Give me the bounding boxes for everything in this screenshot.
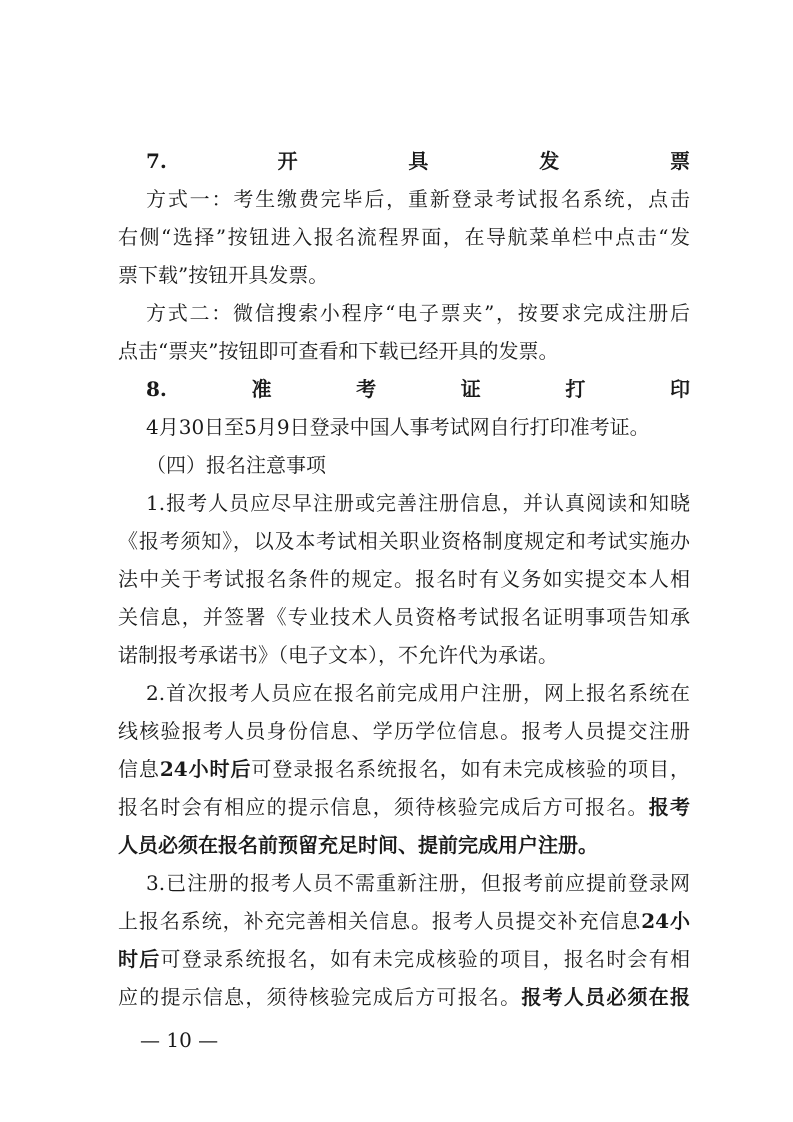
bold-text: 时后 [118, 947, 161, 971]
text-run: 方式一：考生缴费完毕后，重新登录考试报名系统，点击 [146, 187, 690, 211]
text-run: 法中关于考试报名条件的规定。报名时有义务如实提交本人相 [118, 567, 690, 591]
text-line [118, 408, 690, 446]
text-run: （四）报名注意事项 [146, 453, 326, 477]
text-line [118, 788, 690, 826]
text-line [118, 218, 690, 256]
section-heading [118, 370, 690, 408]
bold-text: 人员必须在报名前预留充足时间、提前完成用户注册。 [118, 833, 598, 857]
section-heading [118, 142, 690, 180]
text-run: 上报名系统，补充完善相关信息。报考人员提交补充信息 [118, 909, 642, 933]
text-run: 诺制报考承诺书》（电子文本），不允许代为承诺。 [118, 643, 558, 667]
text-run: 关信息，并签署《专业技术人员资格考试报名证明事项告知承 [118, 605, 690, 629]
text-line [118, 826, 690, 864]
text-line [118, 332, 690, 370]
text-line [118, 560, 690, 598]
text-line [118, 940, 690, 978]
text-run: 应的提示信息，须待核验完成后方可报名。 [118, 985, 522, 1009]
text-run: 4月30日至5月9日登录中国人事考试网自行打印准考证。 [146, 415, 650, 439]
text-line [118, 674, 690, 712]
text-run: 《报考须知》，以及本考试相关职业资格制度规定和考试实施办 [118, 529, 690, 553]
bold-text: 报考 [648, 795, 690, 819]
text-line [118, 180, 690, 218]
text-line [118, 864, 690, 902]
text-run: 3.已注册的报考人员不需重新注册，但报考前应提前登录网 [146, 871, 690, 895]
text-line [118, 294, 690, 332]
text-line [118, 902, 690, 940]
text-run: 点击“票夹”按钮即可查看和下载已经开具的发票。 [118, 339, 559, 363]
text-line [118, 446, 690, 484]
text-line [118, 750, 690, 788]
text-run: 票下载”按钮开具发票。 [118, 263, 329, 287]
text-line [118, 978, 690, 1016]
bold-text: 7.开具发票 [146, 149, 690, 173]
text-line [118, 484, 690, 522]
page-number: — 10 — [140, 1028, 219, 1052]
text-line [118, 712, 690, 750]
document-body [118, 142, 690, 1016]
text-run: 方式二：微信搜索小程序“电子票夹”，按要求完成注册后 [146, 301, 690, 325]
text-line [118, 256, 690, 294]
text-run: 右侧“选择”按钮进入报名流程界面，在导航菜单栏中点击“发 [118, 225, 690, 249]
bold-text: 24小时后 [159, 757, 252, 781]
text-run: 线核验报考人员身份信息、学历学位信息。报考人员提交注册 [118, 719, 690, 743]
bold-text: 报考人员必须在报 [521, 985, 690, 1009]
bold-text: 8.准考证打印 [146, 377, 690, 401]
text-line [118, 636, 690, 674]
text-run: 信息 [118, 757, 160, 781]
text-run: 可登录系统报名，如有未完成核验的项目，报名时会有相 [160, 947, 690, 971]
text-run: 2.首次报考人员应在报名前完成用户注册，网上报名系统在 [146, 681, 690, 705]
text-run: 可登录报名系统报名，如有未完成核验的项目， [251, 757, 690, 781]
bold-text: 24小 [641, 909, 690, 933]
text-line [118, 598, 690, 636]
text-run: 报名时会有相应的提示信息，须待核验完成后方可报名。 [118, 795, 649, 819]
text-run: 1.报考人员应尽早注册或完善注册信息，并认真阅读和知晓 [146, 491, 690, 515]
text-line [118, 522, 690, 560]
